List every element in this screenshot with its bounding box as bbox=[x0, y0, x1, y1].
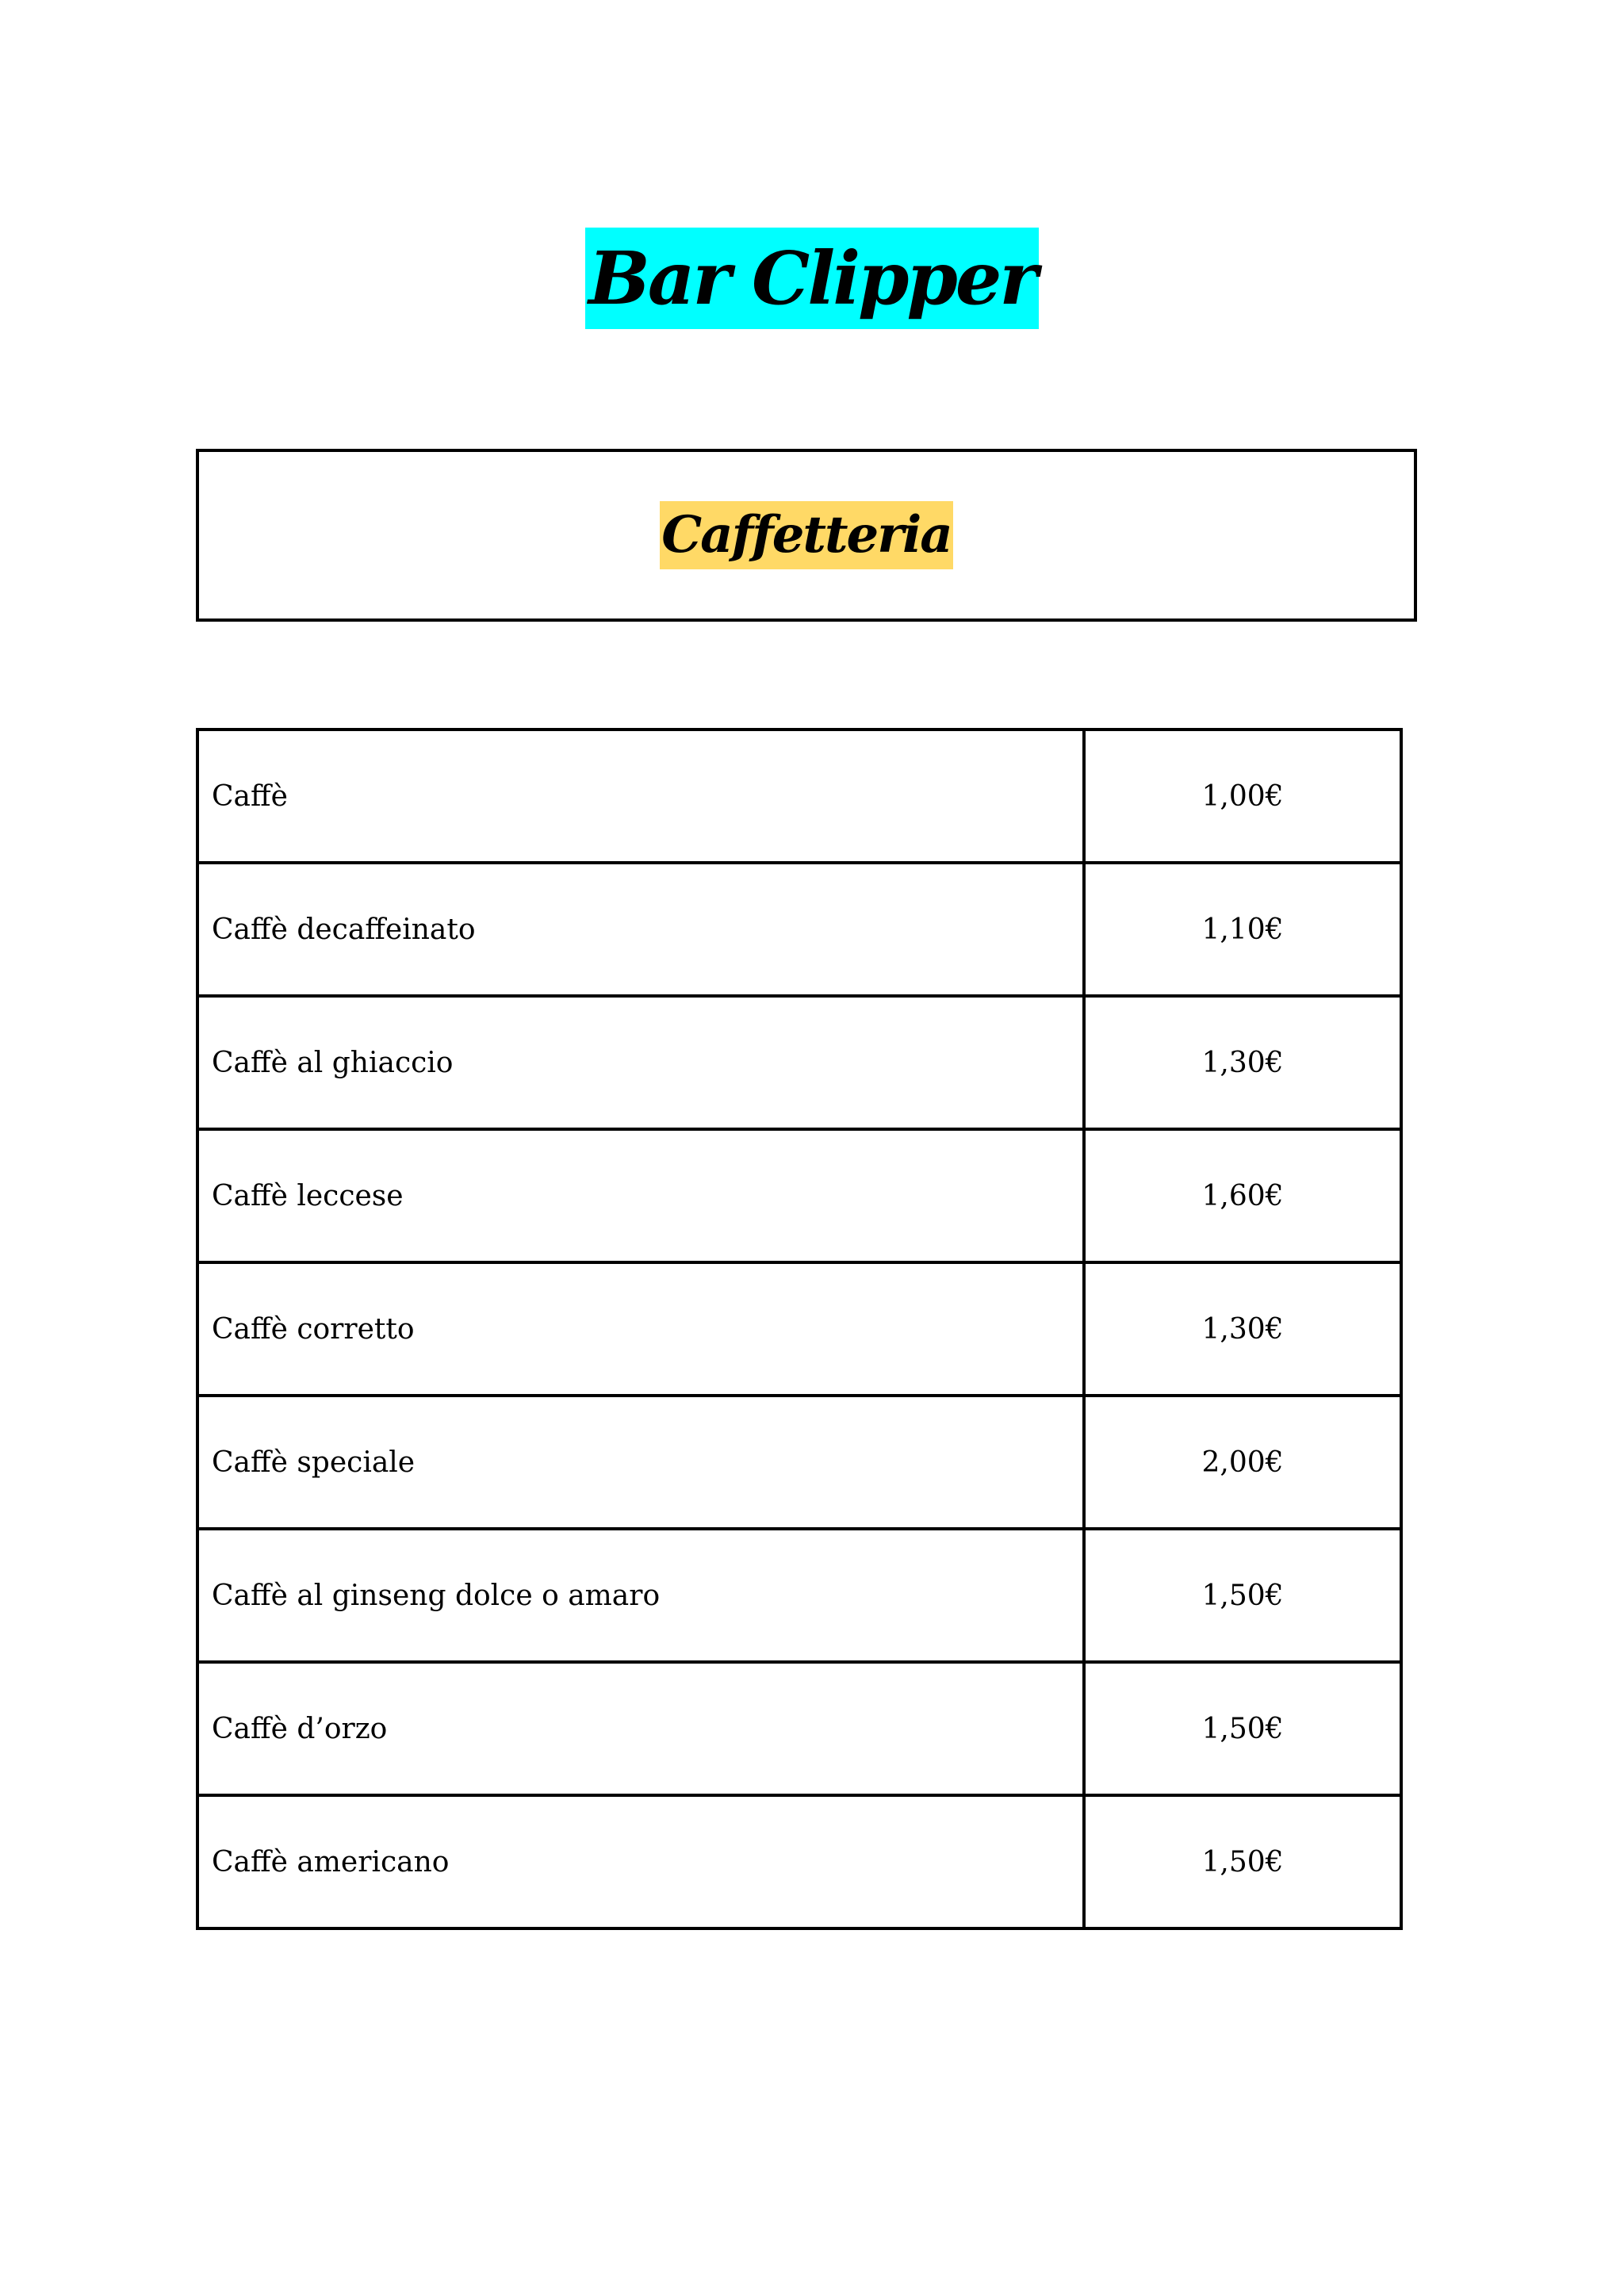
title-wrapper bbox=[0, 228, 1624, 329]
item-price: 1,00€ bbox=[1084, 730, 1401, 863]
item-price: 1,50€ bbox=[1084, 1795, 1401, 1928]
menu-table bbox=[196, 728, 1403, 1930]
table-row bbox=[197, 730, 1401, 863]
table-row bbox=[197, 1795, 1401, 1928]
table-row bbox=[197, 1662, 1401, 1795]
table-row bbox=[197, 1396, 1401, 1529]
section-header-box bbox=[196, 449, 1417, 622]
item-name: Caffè speciale bbox=[197, 1396, 1084, 1529]
item-price: 2,00€ bbox=[1084, 1396, 1401, 1529]
item-name: Caffè al ghiaccio bbox=[197, 996, 1084, 1129]
table-row bbox=[197, 1129, 1401, 1262]
item-price: 1,50€ bbox=[1084, 1662, 1401, 1795]
item-price: 1,30€ bbox=[1084, 1262, 1401, 1396]
item-name: Caffè bbox=[197, 730, 1084, 863]
item-price: 1,50€ bbox=[1084, 1529, 1401, 1662]
item-name: Caffè americano bbox=[197, 1795, 1084, 1928]
item-price: 1,10€ bbox=[1084, 863, 1401, 996]
item-price: 1,30€ bbox=[1084, 996, 1401, 1129]
item-name: Caffè al ginseng dolce o amaro bbox=[197, 1529, 1084, 1662]
section-title: Caffetteria bbox=[660, 501, 953, 569]
table-row bbox=[197, 863, 1401, 996]
table-row bbox=[197, 996, 1401, 1129]
item-name: Caffè corretto bbox=[197, 1262, 1084, 1396]
item-name: Caffè d’orzo bbox=[197, 1662, 1084, 1795]
item-name: Caffè decaffeinato bbox=[197, 863, 1084, 996]
table-row bbox=[197, 1529, 1401, 1662]
table-row bbox=[197, 1262, 1401, 1396]
item-name: Caffè leccese bbox=[197, 1129, 1084, 1262]
item-price: 1,60€ bbox=[1084, 1129, 1401, 1262]
page-title: Bar Clipper bbox=[585, 228, 1039, 329]
